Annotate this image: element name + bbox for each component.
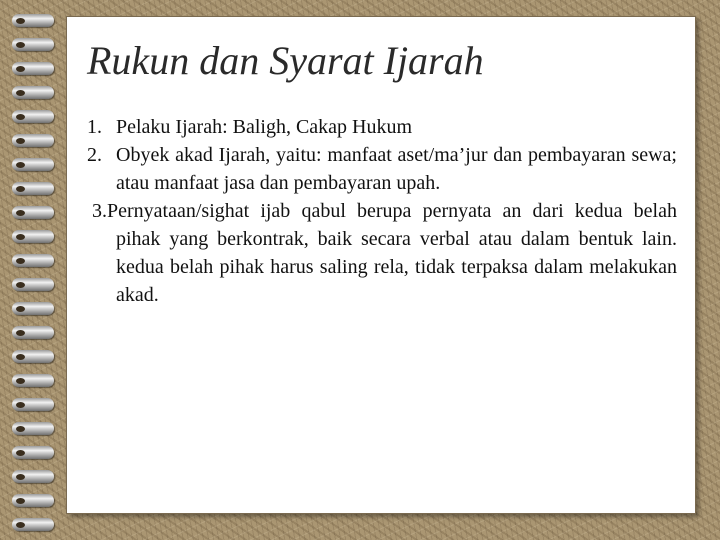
- binder-ring: [12, 86, 54, 99]
- binder-ring: [12, 158, 54, 171]
- binder-ring: [12, 14, 54, 27]
- slide-card: [66, 16, 696, 514]
- item-number: 1.: [87, 116, 102, 138]
- binder-ring: [12, 518, 54, 531]
- item-text: Pernyataan/sighat ijab qabul berupa pernyata an dari kedua belah pihak yang berkontrak, baik secara verbal atau dalam bentuk lain. kedua belah pihak harus saling rela, tidak terpaksa dalam melakukan akad.: [107, 200, 677, 306]
- list-item: [87, 141, 677, 197]
- binder-ring: [12, 470, 54, 483]
- content-list: [87, 113, 677, 309]
- binder-ring: [12, 302, 54, 315]
- binder-ring: [12, 326, 54, 339]
- binder-ring: [12, 350, 54, 363]
- item-number: 3.: [92, 200, 107, 222]
- list-item: [87, 113, 677, 141]
- slide-title: Rukun dan Syarat Ijarah: [87, 38, 484, 83]
- item-text: Pelaku Ijarah: Baligh, Cakap Hukum: [116, 116, 413, 138]
- binder-ring: [12, 62, 54, 75]
- binder-ring: [12, 182, 54, 195]
- binder-ring: [12, 494, 54, 507]
- binder-ring: [12, 254, 54, 267]
- binder-ring: [12, 422, 54, 435]
- binder-ring: [12, 134, 54, 147]
- binder-ring: [12, 110, 54, 123]
- item-number: 2.: [87, 144, 102, 166]
- binder-ring: [12, 446, 54, 459]
- list-item: [87, 197, 677, 309]
- binder-rings: [0, 0, 62, 540]
- binder-ring: [12, 278, 54, 291]
- binder-ring: [12, 374, 54, 387]
- binder-ring: [12, 230, 54, 243]
- binder-ring: [12, 206, 54, 219]
- item-text: Obyek akad Ijarah, yaitu: manfaat aset/ma’jur dan pembayaran sewa; atau manfaat jasa dan pembayaran upah.: [116, 144, 677, 194]
- binder-ring: [12, 398, 54, 411]
- binder-ring: [12, 38, 54, 51]
